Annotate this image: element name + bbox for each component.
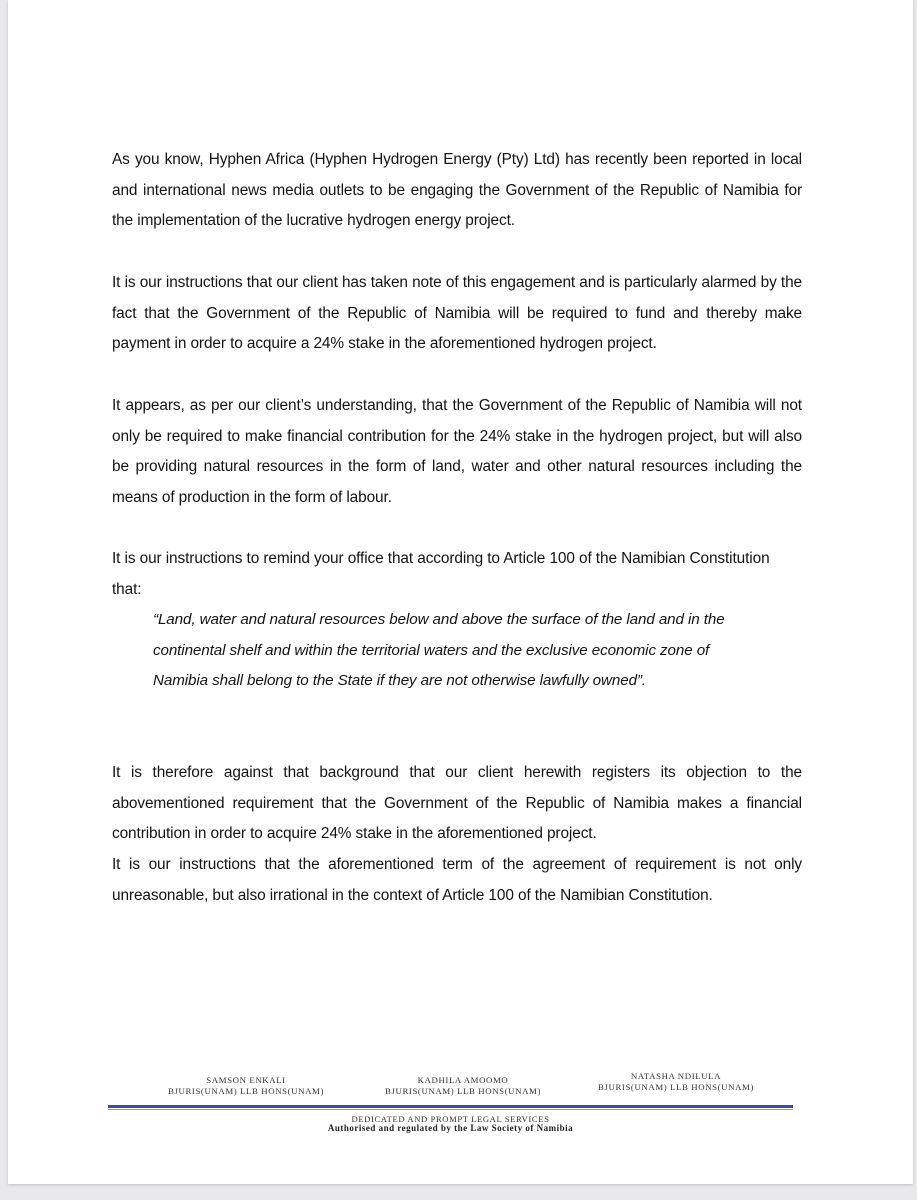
paragraph-article-100-reminder: It is our instructions to remind your office that according to Article 100 of the Namibian Constitution that: bbox=[112, 550, 770, 598]
paragraph-objection: It is therefore against that background that our client herewith registers its objection to the abovementioned requirement that the Government of the Republic of Namibia makes a financial contribution in order to acquire 24% stake in the aforementioned project. bbox=[112, 764, 802, 842]
paragraph-client-alarmed: It is our instructions that our client has taken note of this engagement and is particularly alarmed by the fact that the Government of the Republic of Namibia will be required to fund and thereby make payment in order to acquire a 24% stake in the aforementioned hydrogen project. bbox=[112, 274, 802, 352]
constitution-quote: “Land, water and natural resources below and above the surface of the land and in the continental shelf and within the territorial waters and the exclusive economic zone of Namibia shall belong to the State if they are not otherwise lawfully owned”. bbox=[153, 611, 725, 689]
letter-page bbox=[8, 0, 913, 1184]
paragraph-client-understanding: It appears, as per our client’s understanding, that the Government of the Republic of Namibia will not only be required to make financial contribution for the 24% stake in the hydrogen project, but will also be providing natural resources in the form of land, water and other natural resources including the means of production in the form of labour. bbox=[112, 397, 802, 506]
footer-tagline: DEDICATED AND PROMPT LEGAL SERVICES bbox=[351, 1114, 550, 1124]
paragraph-unreasonable-term: It is our instructions that the aforementioned term of the agreement of requirement is not only unreasonable, but also irrational in the context of Article 100 of the Namibian Constitution. bbox=[112, 856, 802, 904]
partner-signature-block bbox=[576, 1071, 776, 1093]
footer-divider bbox=[108, 1105, 793, 1108]
partner-qualifications: BJURIS(UNAM) LLB HONS(UNAM) bbox=[598, 1082, 754, 1092]
footer-divider-thin bbox=[108, 1109, 793, 1110]
partner-name: KADHILA AMOOMO bbox=[417, 1075, 509, 1085]
partner-name: NATASHA NDILULA bbox=[630, 1071, 722, 1081]
partner-name: SAMSON ENKALI bbox=[206, 1075, 286, 1085]
footer-regulation-notice: Authorised and regulated by the Law Society of Namibia bbox=[327, 1123, 574, 1133]
paragraph-hyphen-engagement: As you know, Hyphen Africa (Hyphen Hydrogen Energy (Pty) Ltd) has recently been reported in local and international news media outlets to be engaging the Government of the Republic of Namibia for the implementation of the lucrative hydrogen energy project. bbox=[112, 151, 802, 229]
partner-qualifications: BJURIS(UNAM) LLB HONS(UNAM) bbox=[385, 1086, 541, 1096]
partner-signature-block bbox=[363, 1075, 563, 1097]
partner-signature-block bbox=[146, 1075, 346, 1097]
partner-qualifications: BJURIS(UNAM) LLB HONS(UNAM) bbox=[168, 1086, 324, 1096]
